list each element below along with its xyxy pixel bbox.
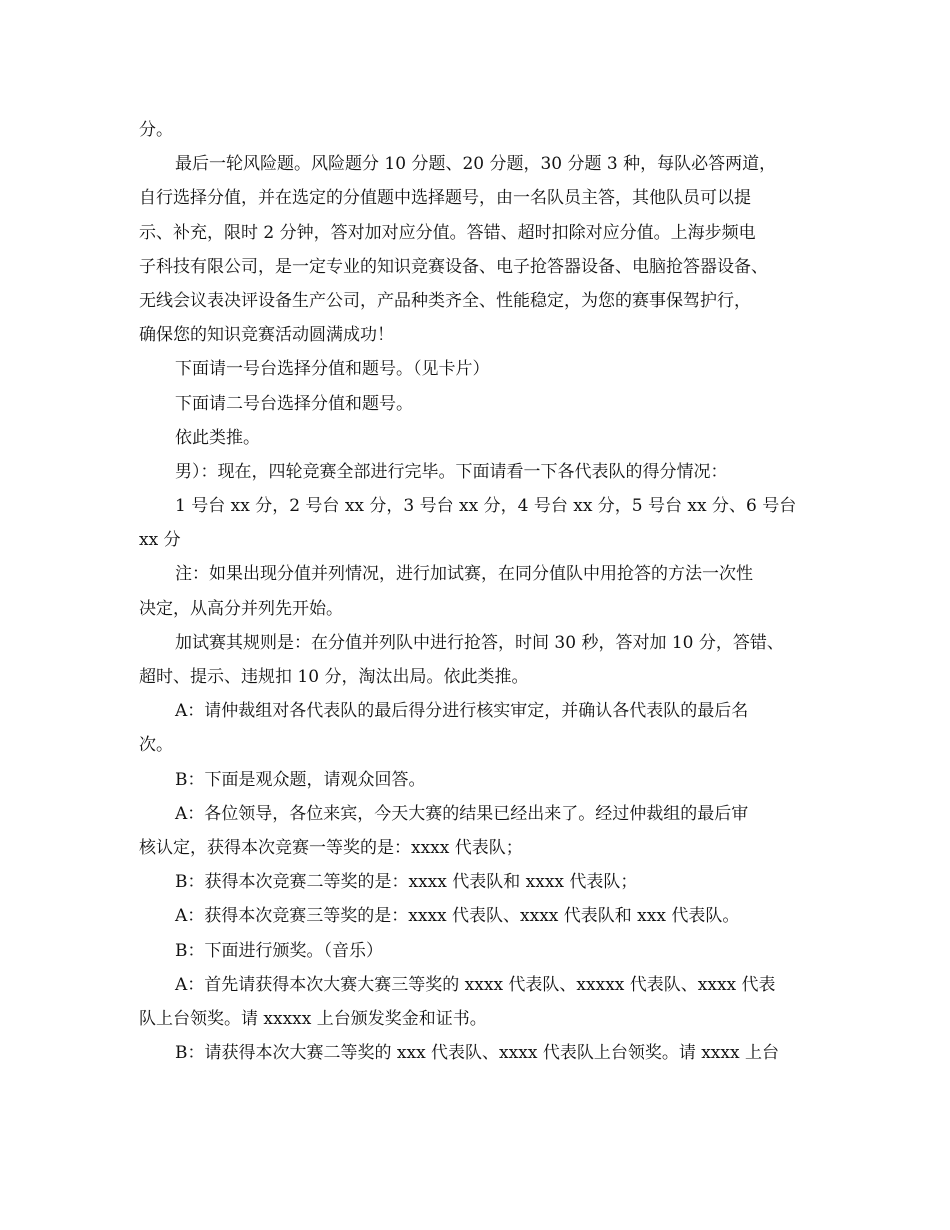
paragraph-line: A：首先请获得本次大赛大赛三等奖的 xxxx 代表队、xxxxx 代表队、xxxx 代表: [175, 974, 776, 995]
paragraph-line: 分。: [139, 120, 173, 140]
paragraph-line: A：各位领导，各位来宾，今天大赛的结果已经出来了。经过仲裁组的最后审: [175, 803, 749, 824]
paragraph-line: B：下面是观众题，请观众回答。: [175, 769, 426, 790]
paragraph-line: 男）：现在，四轮竞赛全部进行完毕。下面请看一下各代表队的得分情况：: [175, 461, 728, 482]
paragraph-line: B：请获得本次大赛二等奖的 xxx 代表队、xxxx 代表队上台领奖。请 xxxx 上台: [175, 1043, 779, 1064]
paragraph-line: 注：如果出现分值并列情况，进行加试赛，在同分值队中用抢答的方法一次性: [175, 564, 753, 585]
paragraph-line: 1 号台 xx 分，2 号台 xx 分，3 号台 xx 分，4 号台 xx 分，5 号台 xx 分、6 号台: [175, 496, 797, 517]
paragraph-line: 加试赛其规则是：在分值并列队中进行抢答，时间 30 秒，答对加 10 分，答错、: [175, 632, 784, 653]
paragraph-line: 队上台领奖。请 xxxxx 上台颁发奖金和证书。: [139, 1008, 487, 1029]
paragraph-line: 下面请二号台选择分值和题号。: [175, 393, 413, 414]
paragraph-line: 示、补充，限时 2 分钟，答对加对应分值。答错、超时扣除对应分值。上海步频电: [139, 222, 756, 243]
paragraph-line: 核认定，获得本次竞赛一等奖的是：xxxx 代表队；: [139, 837, 523, 858]
paragraph-line: 最后一轮风险题。风险题分 10 分题、20 分题，30 分题 3 种，每队必答两道，: [175, 154, 777, 175]
paragraph-line: 依此类推。: [175, 427, 260, 448]
paragraph-line: 自行选择分值，并在选定的分值题中选择题号，由一名队员主答，其他队员可以提: [139, 188, 751, 209]
paragraph-line: 决定，从高分并列先开始。: [139, 598, 343, 619]
paragraph-line: 次。: [139, 735, 173, 756]
paragraph-line: 确保您的知识竞赛活动圆满成功！: [139, 325, 394, 346]
paragraph-line: 下面请一号台选择分值和题号。（见卡片）: [175, 359, 490, 380]
paragraph-line: 无线会议表决评设备生产公司，产品种类齐全、性能稳定，为您的赛事保驾护行，: [139, 290, 751, 311]
paragraph-line: xx 分: [139, 530, 181, 551]
paragraph-line: B：获得本次竞赛二等奖的是：xxxx 代表队和 xxxx 代表队；: [175, 872, 638, 893]
document-body: [139, 113, 819, 1070]
paragraph-line: 超时、提示、违规扣 10 分，淘汰出局。依此类推。: [139, 667, 529, 687]
paragraph-line: 子科技有限公司，是一定专业的知识竞赛设备、电子抢答器设备、电脑抢答器设备、: [139, 256, 768, 277]
paragraph-line: B：下面进行颁奖。（音乐）: [175, 940, 383, 961]
paragraph-line: A：请仲裁组对各代表队的最后得分进行核实审定，并确认各代表队的最后名: [175, 701, 749, 722]
paragraph-line: A：获得本次竞赛三等奖的是：xxxx 代表队、xxxx 代表队和 xxx 代表队。: [175, 906, 740, 927]
